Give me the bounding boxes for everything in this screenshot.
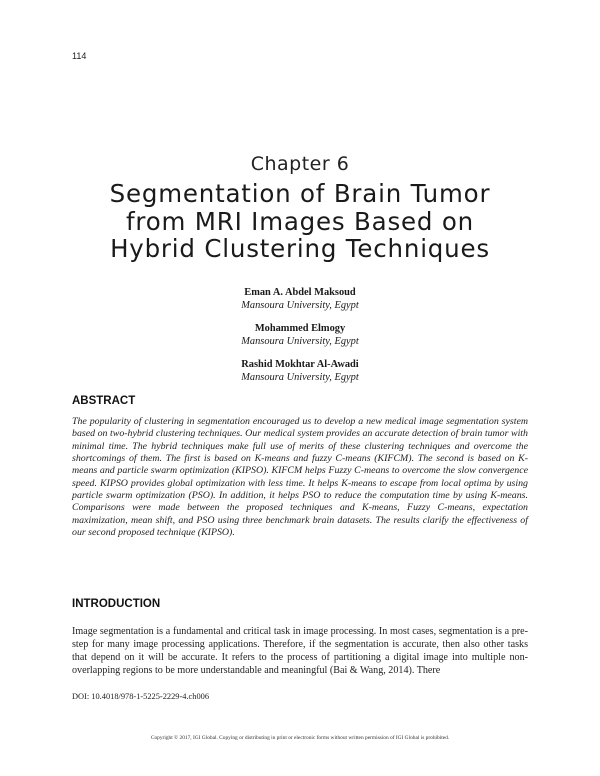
author-block (0, 286, 600, 312)
author-name: Rashid Mokhtar Al-Awadi (241, 359, 359, 370)
author-block (0, 358, 600, 384)
author-name: Eman A. Abdel Maksoud (244, 287, 356, 298)
page-number: 114 (72, 51, 87, 61)
chapter-title (0, 180, 600, 263)
chapter-label: Chapter 6 (250, 153, 350, 175)
doi: DOI: 10.4018/978-1-5225-2229-4.ch006 (72, 692, 210, 701)
author-name: Mohammed Elmogy (254, 323, 346, 334)
chapter-title-line: Segmentation of Brain Tumor (109, 179, 491, 208)
author-list (0, 286, 600, 394)
chapter-title-line: Hybrid Clustering Techniques (110, 234, 490, 263)
introduction-text: Image segmentation is a fundamental and critical task in image processing. In most cases, segmentation is a pre-step for many image processing applications. Therefore, if the segmentation is accurate, then also other tasks that depend on it will be accurate. It refers to the process of partitioning a digital image into multiple non-overlapping regions to be more understandable and meaningful (Bai & Wang, 2014). There (72, 626, 528, 677)
introduction-heading: INTRODUCTION (72, 598, 161, 610)
author-affiliation: Mansoura University, Egypt (241, 372, 359, 383)
author-affiliation: Mansoura University, Egypt (241, 300, 359, 311)
author-affiliation: Mansoura University, Egypt (241, 336, 359, 347)
chapter-title-line: from MRI Images Based on (126, 206, 474, 236)
author-block (0, 322, 600, 348)
abstract-heading: ABSTRACT (72, 395, 136, 407)
copyright-notice: Copyright © 2017, IGI Global. Copying or distributing in print or electronic forms without written permission of IGI Global is prohibited. (150, 735, 450, 741)
abstract-text: The popularity of clustering in segmentation encouraged us to develop a new medical image segmentation system based on two-hybrid clustering techniques. Our medical system provides an accurate detection of brain tumor with minimal time. The hybrid techniques make full use of merits of these clustering techniques and overcome the shortcomings of them. The first is based on K-means and fuzzy C-means (KIFCM). The second is based on K-means and particle swarm optimization (KIPSO). KIFCM helps Fuzzy C-means to overcome the slow convergence speed. KIPSO provides global optimization with less time. It helps K-means to escape from local optima by using particle swarm optimization (PSO). In addition, it helps PSO to reduce the computation time by using K-means. Comparisons were made between the proposed techniques and K-means, Fuzzy C-means, expectation maximization, mean shift, and PSO using three benchmark brain datasets. The results clarify the effectiveness of our second proposed technique (KIPSO). (72, 416, 528, 539)
